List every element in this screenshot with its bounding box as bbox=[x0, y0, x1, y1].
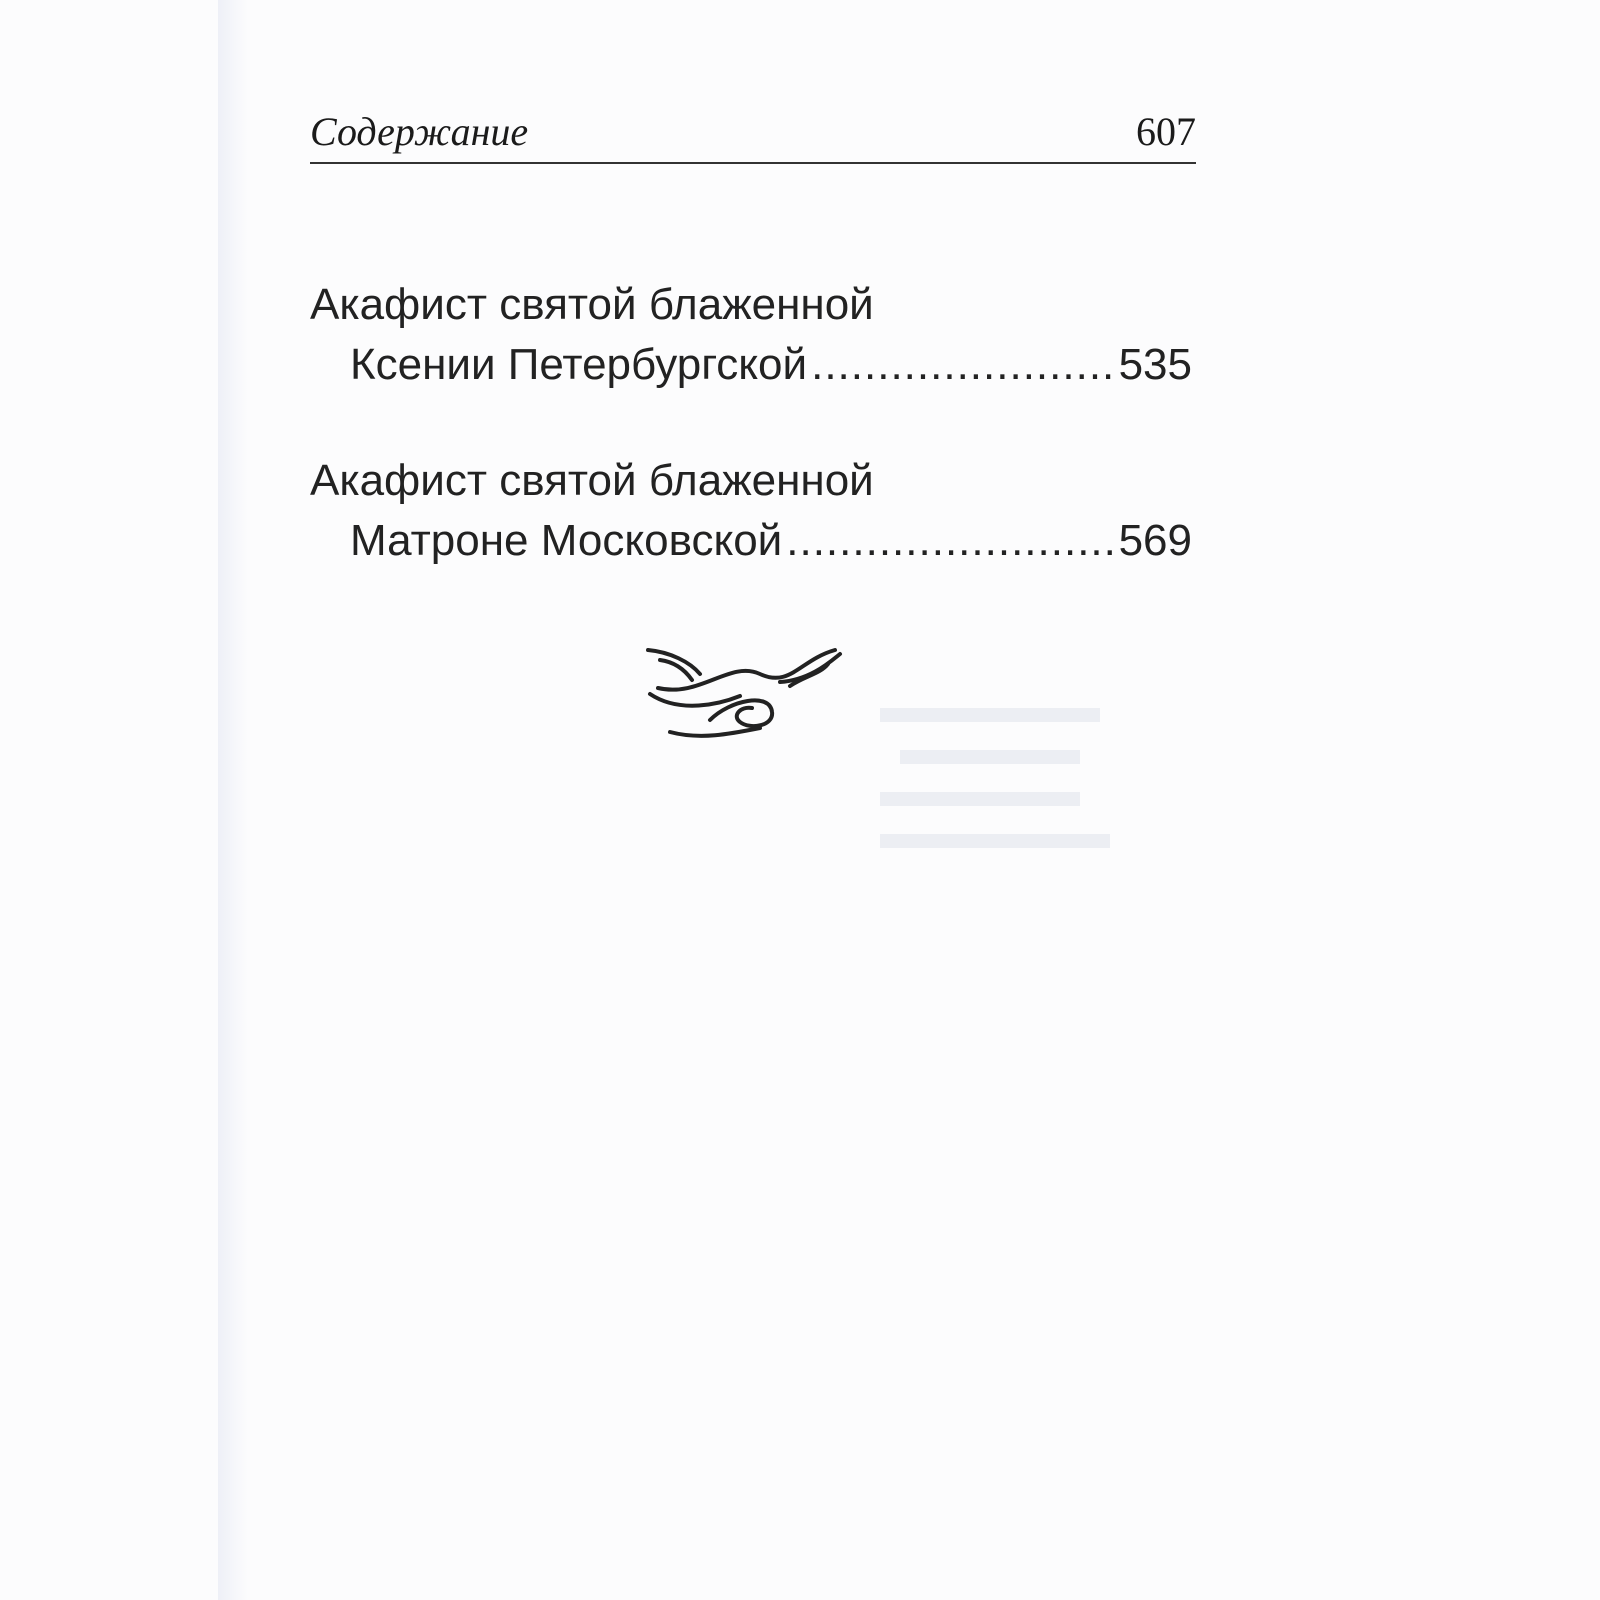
toc-entry-page: 569 bbox=[1118, 516, 1192, 565]
page-number: 607 bbox=[1136, 109, 1196, 154]
toc-entry-title-line1: Акафист святой блаженной bbox=[310, 280, 874, 329]
show-through-lines bbox=[880, 700, 1120, 860]
gutter-shadow bbox=[218, 0, 248, 1600]
toc-entry[interactable] bbox=[310, 275, 1192, 395]
show-through-block bbox=[880, 700, 1120, 860]
toc-entry-title-line2-row bbox=[310, 335, 1192, 395]
fleuron-icon bbox=[640, 640, 850, 740]
dot-leader bbox=[811, 335, 1114, 395]
toc-entry[interactable] bbox=[310, 451, 1192, 571]
toc-entry-page: 535 bbox=[1118, 340, 1192, 389]
toc-entry-title-line2: Ксении Петербургской bbox=[350, 340, 808, 389]
toc-entry-title-line2: Матроне Московской bbox=[350, 516, 783, 565]
table-of-contents bbox=[310, 275, 1192, 627]
section-title: Содержание bbox=[310, 109, 529, 154]
dot-leader bbox=[786, 511, 1114, 571]
running-head bbox=[310, 108, 1196, 164]
toc-entry-title-line2-row bbox=[310, 511, 1192, 571]
toc-entry-title-line1: Акафист святой блаженной bbox=[310, 456, 874, 505]
